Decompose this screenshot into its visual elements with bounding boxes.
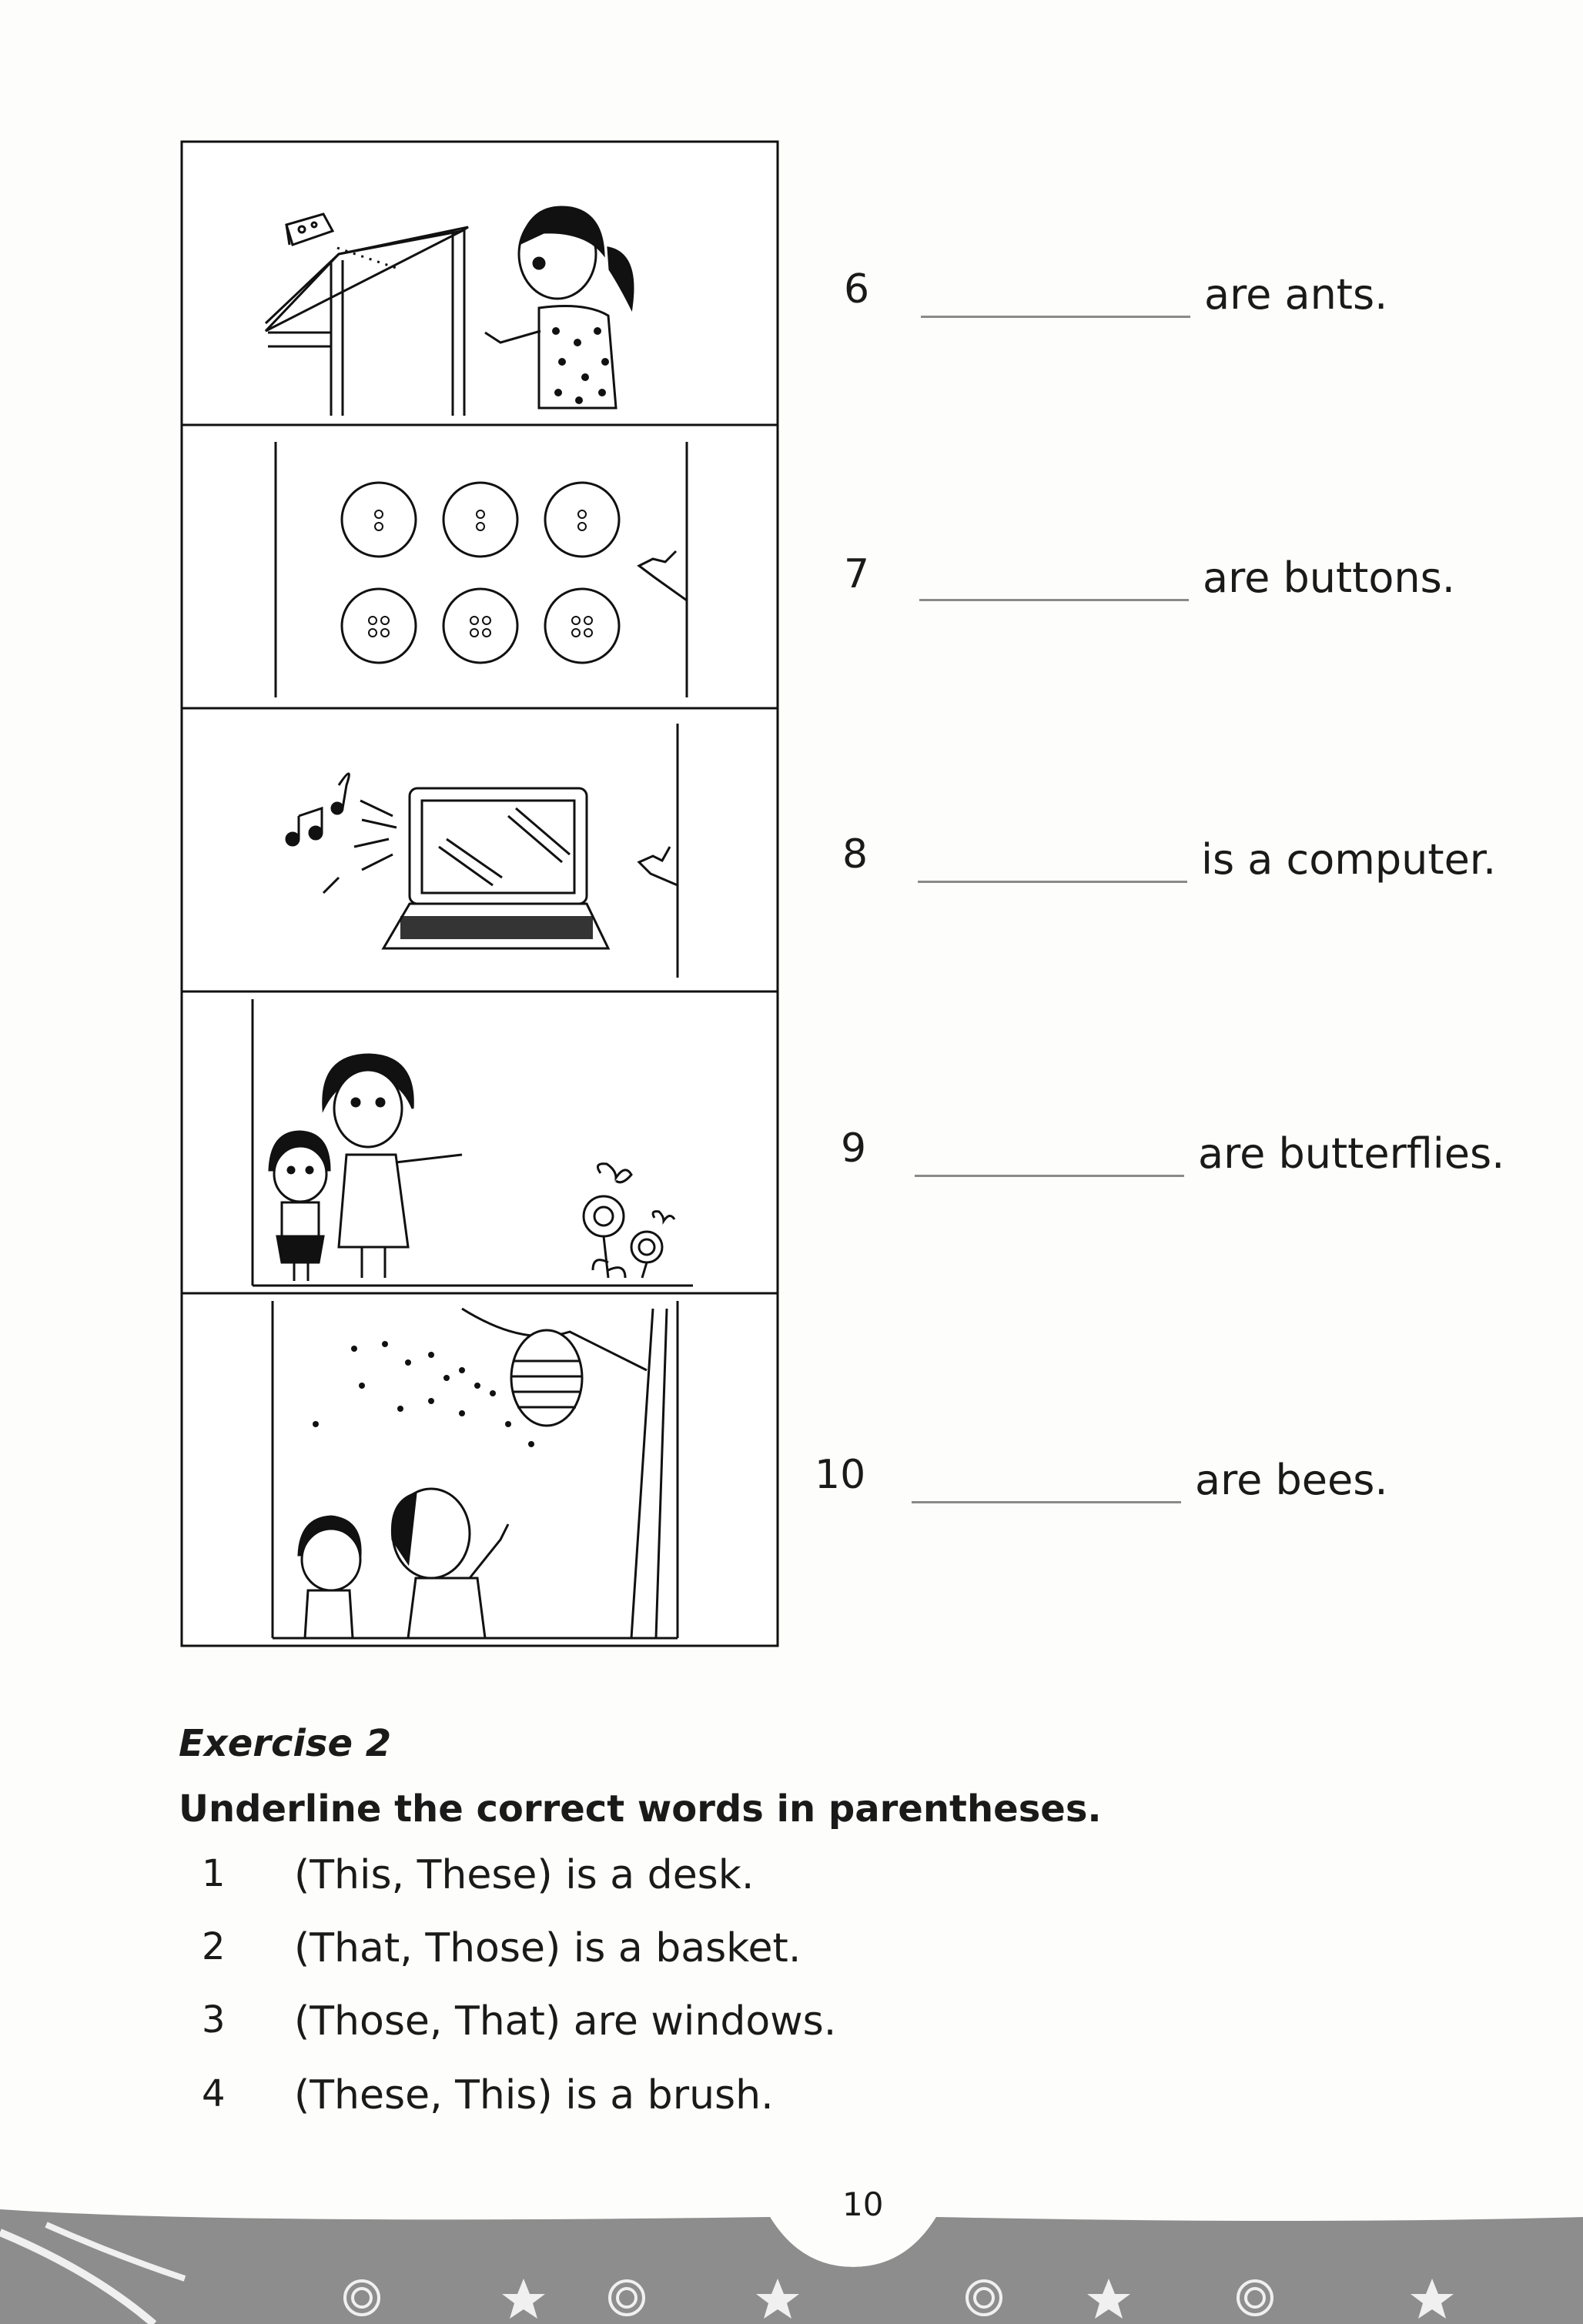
answer-blank[interactable] [919,599,1189,601]
exercise2-item-text[interactable]: (These, This) is a brush. [294,2072,774,2118]
page-number: 10 [842,2185,884,2223]
exercise2-item-text[interactable]: (Those, That) are windows. [294,1998,837,2045]
item-number: 7 [844,551,870,597]
answer-blank[interactable] [921,316,1190,318]
item-number: 9 [841,1125,867,1172]
item-number: 10 [815,1452,866,1498]
exercise2-item-number: 3 [202,1998,226,2041]
sentence-ending: are buttons. [1203,553,1455,602]
footer-decoration [0,2209,1583,2324]
sentence-ending: is a computer. [1201,835,1497,884]
sentence-ending: are bees. [1195,1456,1388,1504]
exercise2-instruction: Underline the correct words in parentheses. [179,1787,1102,1831]
answer-blank[interactable] [918,881,1187,883]
exercise2-item-text[interactable]: (That, Those) is a basket. [294,1925,802,1971]
exercise2-item-number: 4 [202,2072,226,2115]
exercise2-item-number: 1 [202,1852,226,1895]
sentence-ending: are ants. [1204,270,1388,319]
answer-blank[interactable] [912,1501,1181,1503]
exercise2-item-text[interactable]: (This, These) is a desk. [294,1852,755,1898]
sentence-ending: are butterflies. [1198,1129,1505,1178]
item-number: 8 [842,831,868,878]
exercise2-item-number: 2 [202,1925,226,1968]
item-number: 6 [844,266,870,313]
answer-blank[interactable] [915,1175,1184,1177]
exercise2-title: Exercise 2 [179,1722,392,1765]
